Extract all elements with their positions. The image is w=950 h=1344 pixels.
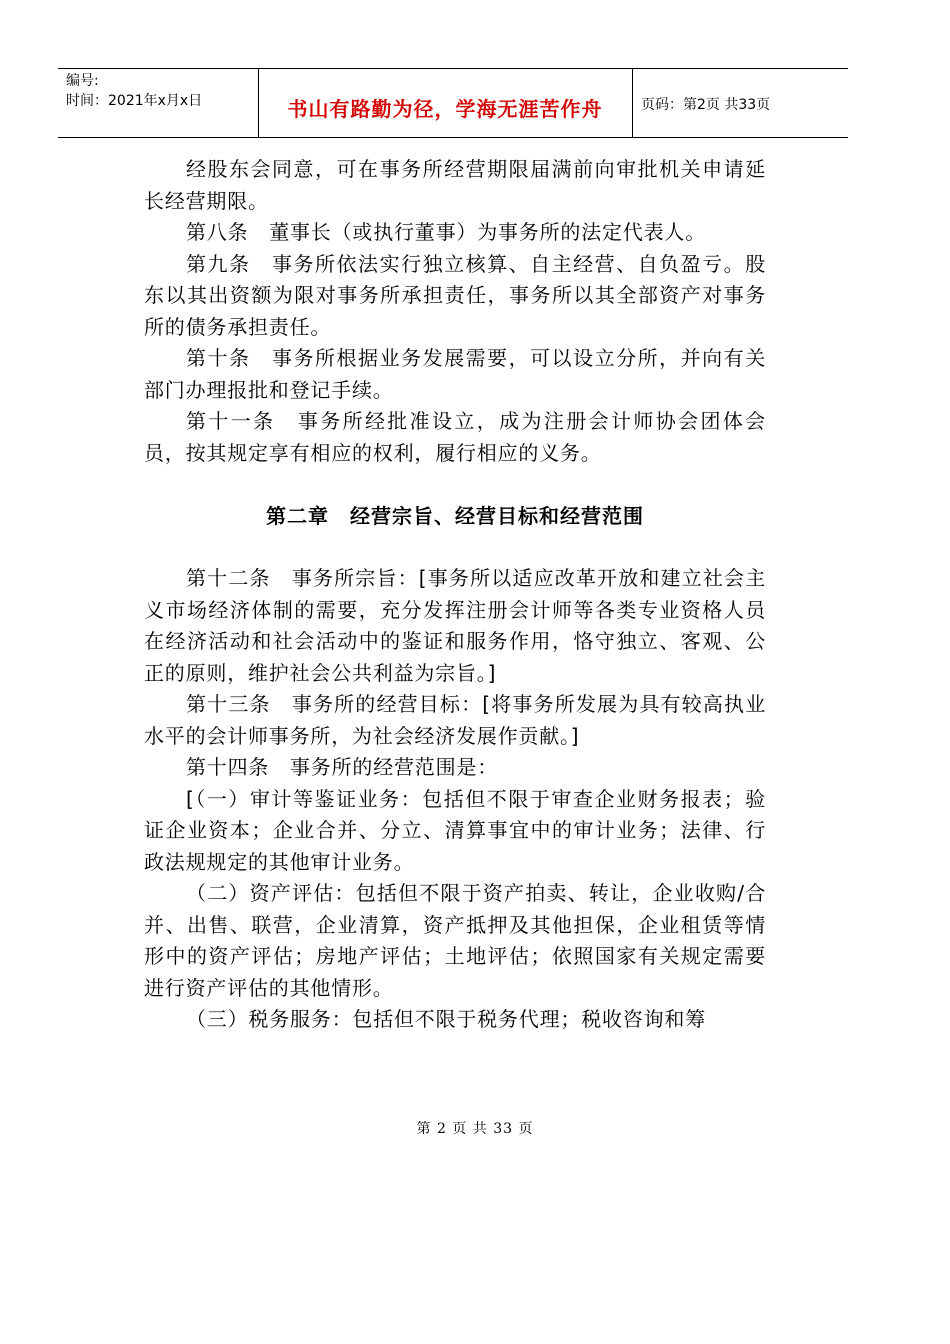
paragraph: 经股东会同意，可在事务所经营期限届满前向审批机关申请延长经营期限。 xyxy=(144,157,766,213)
document-number-label: 编号: xyxy=(66,73,99,89)
paragraph: 第十三条 事务所的经营目标：[将事务所发展为具有较高执业水平的会计师事务所，为社会经济发展作贡献。] xyxy=(144,692,766,748)
document-time-label: 时间：2021年x月x日 xyxy=(66,93,203,109)
header-page-label: 页码：第2页 共33页 xyxy=(641,97,771,113)
paragraph: 第八条 董事长（或执行董事）为事务所的法定代表人。 xyxy=(186,220,706,244)
chapter-heading: 第二章 经营宗旨、经营目标和经营范围 xyxy=(266,504,644,528)
paragraph: （三）税务服务：包括但不限于税务代理；税收咨询和筹 xyxy=(186,1007,706,1031)
paragraph: 第十二条 事务所宗旨：[事务所以适应改革开放和建立社会主义市场经济体制的需要，充分发挥注册会计师等各类专业资格人员在经济活动和社会活动中的鉴证和服务作用，恪守独立、客观、公正的原则，维护社会公共利益为宗旨。] xyxy=(144,566,766,685)
paragraph: 第十四条 事务所的经营范围是： xyxy=(186,755,498,779)
page-footer: 第 2 页 共 33 页 xyxy=(416,1121,534,1137)
document-body xyxy=(144,154,766,1036)
header-motto: 书山有路勤为径，学海无涯苦作舟 xyxy=(287,97,603,121)
paragraph: 第十一条 事务所经批准设立，成为注册会计师协会团体会员，按其规定享有相应的权利，履行相应的义务。 xyxy=(144,409,766,465)
paragraph: 第九条 事务所依法实行独立核算、自主经营、自负盈亏。股东以其出资额为限对事务所承担责任，事务所以其全部资产对事务所的债务承担责任。 xyxy=(144,251,766,339)
paragraph: 第十条 事务所根据业务发展需要，可以设立分所，并向有关部门办理报批和登记手续。 xyxy=(144,346,766,402)
header-divider xyxy=(632,69,633,137)
paragraph: （二）资产评估：包括但不限于资产拍卖、转让，企业收购/合并、出售、联营，企业清算，资产抵押及其他担保，企业租赁等情形中的资产评估；房地产评估；土地评估；依照国家有关规定需要进行资产评估的其他情形。 xyxy=(144,881,766,1000)
header-meta xyxy=(66,71,202,111)
page-header xyxy=(58,68,848,138)
paragraph: [（一）审计等鉴证业务：包括但不限于审查企业财务报表；验证企业资本；企业合并、分立、清算事宜中的审计业务；法律、行政法规规定的其他审计业务。 xyxy=(144,786,766,874)
